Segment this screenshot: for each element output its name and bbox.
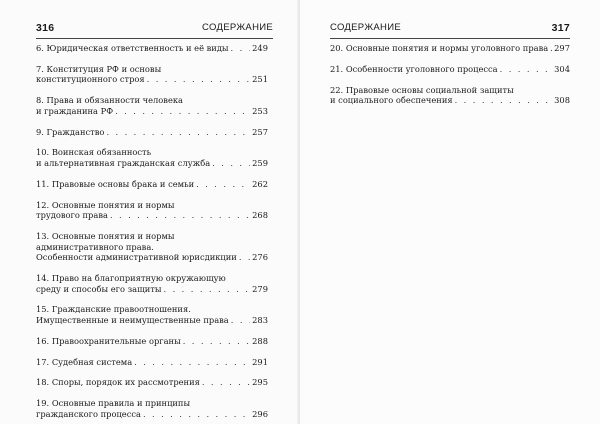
toc-page-number: 276 bbox=[252, 252, 268, 263]
toc-entry-text: административного права. bbox=[36, 241, 154, 252]
toc-entry-text: 15. Гражданские правоотношения. bbox=[36, 304, 191, 315]
toc-entry bbox=[36, 336, 268, 347]
toc-entry bbox=[36, 179, 268, 190]
dot-leader bbox=[196, 179, 250, 190]
dot-leader bbox=[134, 357, 250, 368]
toc-entry-text: среду и способы его защиты bbox=[36, 283, 162, 294]
dot-leader bbox=[164, 284, 251, 295]
toc-entry bbox=[36, 398, 268, 419]
running-title: СОДЕРЖАНИЕ bbox=[330, 22, 401, 33]
toc-entry bbox=[36, 147, 268, 168]
toc-entry-text: 6. Юридическая ответственность и её виды bbox=[36, 43, 229, 53]
dot-leader bbox=[231, 43, 251, 54]
toc-page-number: 295 bbox=[252, 377, 268, 388]
toc-entry-text: 19. Основные правила и принципы bbox=[36, 398, 191, 409]
dot-leader bbox=[455, 95, 553, 106]
right-page bbox=[300, 0, 600, 424]
toc-entry-text: 14. Право на благоприятную окружающую bbox=[36, 273, 226, 283]
toc-entry bbox=[36, 304, 268, 325]
dot-leader bbox=[106, 127, 250, 138]
toc-entry-text: 10. Воинская обязанность bbox=[36, 147, 152, 158]
dot-leader bbox=[212, 158, 250, 169]
toc-entry-text: 16. Правоохранительные органы bbox=[36, 335, 181, 346]
toc-entry bbox=[36, 95, 268, 116]
dot-leader bbox=[550, 43, 552, 54]
toc-page-number: 291 bbox=[252, 356, 268, 367]
toc-entry bbox=[36, 43, 268, 54]
page-number: 316 bbox=[36, 22, 55, 34]
toc-entry-text: 9. Гражданство bbox=[36, 126, 105, 137]
toc-entry bbox=[330, 43, 570, 54]
toc-entry-text: 12. Основные понятия и нормы bbox=[36, 199, 175, 210]
toc-entry-text: 22. Правовые основы социальной защиты bbox=[330, 84, 514, 95]
toc-page-number: 268 bbox=[252, 210, 268, 221]
toc-page-number: 283 bbox=[252, 314, 268, 325]
dot-leader bbox=[500, 64, 553, 75]
toc-page-number: 249 bbox=[252, 43, 268, 53]
toc-entry bbox=[330, 85, 570, 106]
toc-entry-text: гражданского процесса bbox=[36, 408, 141, 419]
running-title: СОДЕРЖАНИЕ bbox=[202, 22, 273, 33]
toc-page-number: 251 bbox=[252, 74, 268, 85]
toc-entry-text: и гражданина РФ bbox=[36, 105, 114, 116]
toc-entry bbox=[36, 357, 268, 368]
toc-entry-text: 20. Основные понятия и нормы уголовного права bbox=[330, 43, 549, 53]
toc-entry-text: 11. Правовые основы брака и семьи bbox=[36, 178, 195, 189]
left-page-header bbox=[36, 22, 273, 36]
toc-entry bbox=[36, 231, 268, 263]
toc-page-number: 297 bbox=[554, 43, 570, 53]
toc-entry-text: и альтернативная гражданская служба bbox=[36, 157, 211, 168]
toc-entry bbox=[36, 377, 268, 388]
toc-entry-text: 18. Споры, порядок их рассмотрения bbox=[36, 377, 200, 388]
dot-leader bbox=[239, 252, 250, 263]
dot-leader bbox=[183, 336, 250, 347]
toc-page-number: 257 bbox=[252, 126, 268, 137]
toc-entry-text: и социального обеспечения bbox=[330, 95, 453, 106]
toc-entry bbox=[36, 127, 268, 138]
toc-page-number: 253 bbox=[252, 105, 268, 116]
toc-entry-text: 13. Основные понятия и нормы bbox=[36, 231, 175, 241]
toc-page-number: 262 bbox=[252, 178, 268, 189]
header-rule bbox=[36, 38, 273, 39]
toc-entry-text: Особенности административной юрисдикции bbox=[36, 252, 237, 263]
toc-page-number: 296 bbox=[252, 408, 268, 419]
toc-page-number: 259 bbox=[252, 157, 268, 168]
dot-leader bbox=[115, 106, 250, 117]
header-rule bbox=[330, 38, 570, 39]
dot-leader bbox=[143, 409, 250, 420]
toc-entry-text: конституционного строя bbox=[36, 74, 145, 85]
toc-entry-text: трудового права bbox=[36, 210, 108, 221]
toc-entry bbox=[36, 273, 268, 294]
toc-entry-text: Имущественные и неимущественные права bbox=[36, 314, 229, 325]
toc-page-number: 279 bbox=[252, 283, 268, 294]
toc-page-number: 288 bbox=[252, 335, 268, 346]
toc-entry bbox=[330, 64, 570, 75]
toc-page-number: 304 bbox=[554, 63, 570, 74]
toc-entry-text: 17. Судебная система bbox=[36, 356, 133, 367]
toc-page-number: 308 bbox=[554, 95, 570, 106]
dot-leader bbox=[231, 315, 250, 326]
toc-entry bbox=[36, 64, 268, 85]
toc-entry-text: 21. Особенности уголовного процесса bbox=[330, 63, 498, 74]
page-number: 317 bbox=[551, 22, 570, 34]
dot-leader bbox=[202, 377, 250, 388]
dot-leader bbox=[147, 74, 251, 85]
toc-entry bbox=[36, 200, 268, 221]
right-page-header bbox=[330, 22, 570, 36]
dot-leader bbox=[110, 210, 250, 221]
toc-entry-text: 8. Права и обязанности человека bbox=[36, 95, 183, 106]
toc-entry-text: 7. Конституция РФ и основы bbox=[36, 63, 162, 74]
